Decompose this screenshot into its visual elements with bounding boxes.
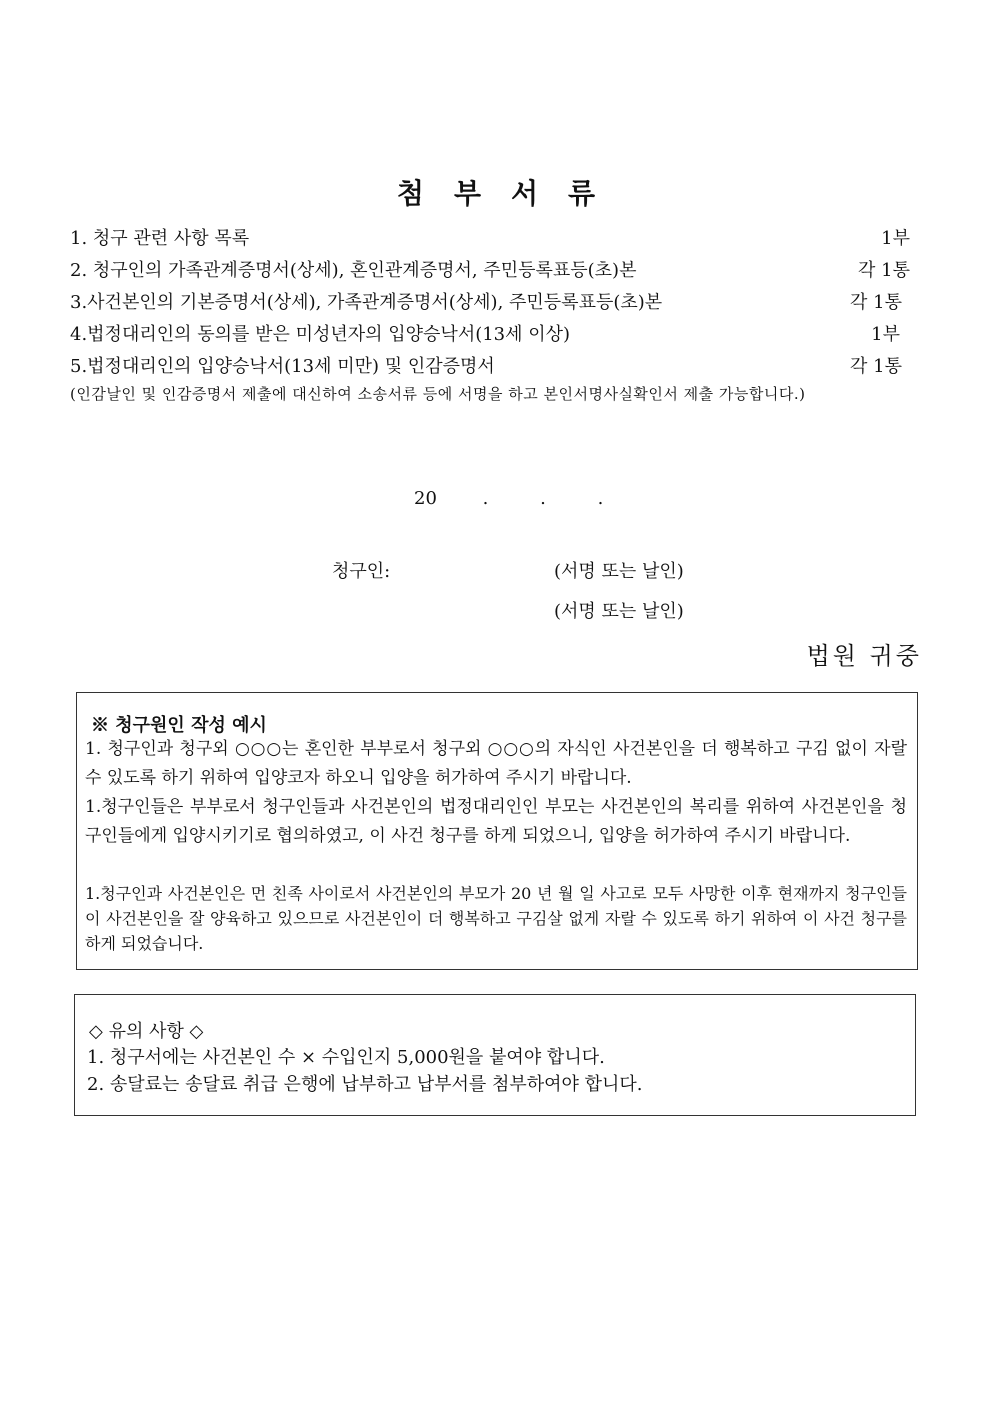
example-paragraph: 1. 청구인과 청구외 ○○○는 혼인한 부부로서 청구외 ○○○의 자식인 사건본인을 더 행복하고 구김 없이 자랄 수 있도록 하기 위하여 입양코자 하오니 입양을 허가하여 주시기 바랍니다. — [85, 739, 907, 788]
attachment-qty: 각 1통 — [850, 292, 902, 313]
example-box-title: ※ 청구원인 작성 예시 — [91, 715, 267, 736]
date-dot: . — [482, 488, 489, 509]
attachment-note: (인감날인 및 인감증명서 제출에 대신하여 소송서류 등에 서명을 하고 본인서명사실확인서 제출 가능합니다.) — [70, 385, 806, 403]
court-addressee: 법원 귀중 — [806, 642, 922, 670]
attachment-item: 4.법정대리인의 동의를 받은 미성년자의 입양승낙서(13세 이상) — [70, 324, 571, 345]
signature-placeholder: (서명 또는 날인) — [554, 601, 684, 622]
example-box — [76, 692, 918, 970]
attachment-item: 3.사건본인의 기본증명서(상세), 가족관계증명서(상세), 주민등록표등(초)본 — [70, 292, 663, 313]
notice-item: 2. 송달료는 송달료 취급 은행에 납부하고 납부서를 첨부하여야 합니다. — [87, 1074, 643, 1095]
attachment-qty: 각 1통 — [858, 260, 910, 281]
date-dot: . — [597, 488, 604, 509]
date-line — [414, 488, 603, 509]
attachment-qty: 각 1통 — [850, 356, 902, 377]
notice-box-title: ◇ 유의 사항 ◇ — [89, 1021, 204, 1042]
attachment-qty: 1부 — [871, 324, 900, 345]
notice-box — [74, 994, 916, 1116]
attachment-qty: 1부 — [881, 228, 910, 249]
attachment-item: 2. 청구인의 가족관계증명서(상세), 혼인관계증명서, 주민등록표등(초)본 — [70, 260, 637, 281]
date-year-prefix: 20 — [414, 488, 437, 509]
attachment-item: 1. 청구 관련 사항 목록 — [70, 228, 250, 249]
attachment-item: 5.법정대리인의 입양승낙서(13세 미만) 및 인감증명서 — [70, 356, 495, 377]
date-dot: . — [540, 488, 546, 509]
example-paragraph: 1.청구인들은 부부로서 청구인들과 사건본인의 법정대리인인 부모는 사건본인의 복리를 위하여 사건본인을 청구인들에게 입양시키기로 협의하였고, 이 사건 청구를 하게 되었으니, 입양을 허가하여 주시기 바랍니다. — [85, 797, 907, 846]
claimant-label: 청구인: — [332, 561, 391, 582]
notice-item: 1. 청구서에는 사건본인 수 × 수입인지 5,000원을 붙여야 합니다. — [87, 1047, 605, 1068]
example-paragraph: 1.청구인과 사건본인은 먼 친족 사이로서 사건본인의 부모가 20 년 월 일 사고로 모두 사망한 이후 현재까지 청구인들이 사건본인을 잘 양육하고 있으므로 사건본인이 더 행복하고 구김살 없게 자랄 수 있도록 하기 위하여 이 사건 청구를 하게 되었습니다. — [85, 884, 907, 953]
signature-placeholder: (서명 또는 날인) — [554, 561, 684, 582]
document-title: 첨부서류 — [396, 177, 626, 210]
